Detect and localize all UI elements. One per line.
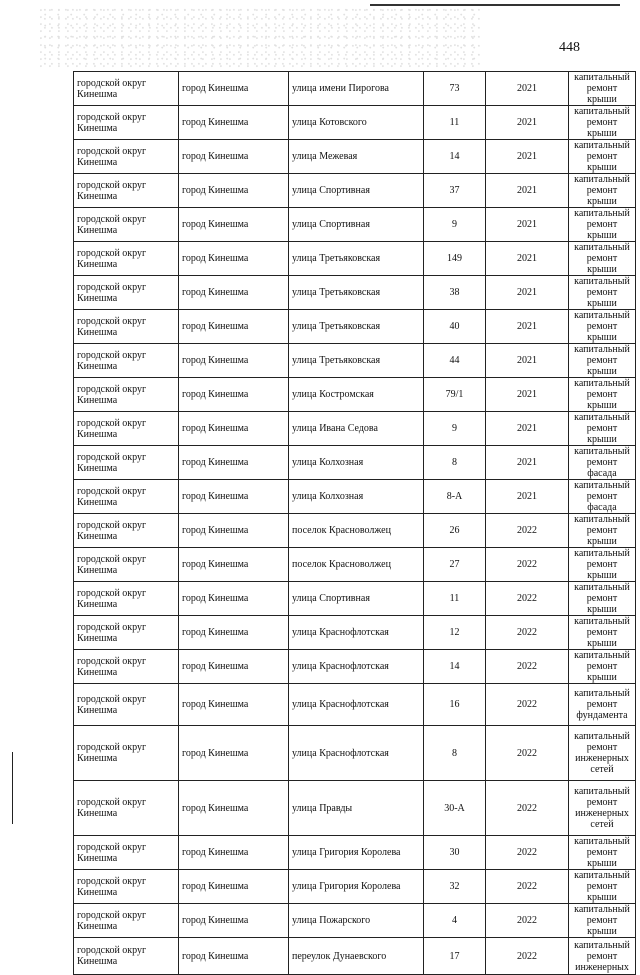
table-row — [74, 684, 636, 726]
margin-line — [12, 752, 13, 824]
table-row — [74, 140, 636, 174]
city-cell: город Кинешма — [179, 904, 289, 938]
district-cell: городской округ Кинешма — [74, 684, 179, 726]
work-type-cell: капитальный ремонт фасада — [569, 480, 636, 514]
street-cell: переулок Дунаевского — [289, 938, 424, 975]
work-type-cell: капитальный ремонт крыши — [569, 836, 636, 870]
house-number-cell: 14 — [424, 140, 486, 174]
page-number: 448 — [559, 40, 580, 55]
district-cell: городской округ Кинешма — [74, 726, 179, 781]
street-cell: улица Ивана Седова — [289, 412, 424, 446]
year-cell: 2022 — [486, 938, 569, 975]
table-row — [74, 650, 636, 684]
work-type-cell: капитальный ремонт инженерных — [569, 938, 636, 975]
table-row — [74, 106, 636, 140]
table-row — [74, 72, 636, 106]
table-row — [74, 616, 636, 650]
house-number-cell: 12 — [424, 616, 486, 650]
year-cell: 2022 — [486, 836, 569, 870]
house-number-cell: 149 — [424, 242, 486, 276]
street-cell: улица Третьяковская — [289, 276, 424, 310]
street-cell: улица Третьяковская — [289, 242, 424, 276]
street-cell: улица Спортивная — [289, 174, 424, 208]
work-type-cell: капитальный ремонт крыши — [569, 72, 636, 106]
year-cell: 2021 — [486, 72, 569, 106]
city-cell: город Кинешма — [179, 548, 289, 582]
street-cell: улица Третьяковская — [289, 310, 424, 344]
district-cell: городской округ Кинешма — [74, 938, 179, 975]
city-cell: город Кинешма — [179, 106, 289, 140]
city-cell: город Кинешма — [179, 480, 289, 514]
table-row — [74, 446, 636, 480]
work-type-cell: капитальный ремонт крыши — [569, 412, 636, 446]
house-number-cell: 27 — [424, 548, 486, 582]
street-cell: улица Краснофлотская — [289, 616, 424, 650]
table-body — [74, 72, 636, 975]
city-cell: город Кинешма — [179, 208, 289, 242]
work-type-cell: капитальный ремонт крыши — [569, 106, 636, 140]
district-cell: городской округ Кинешма — [74, 446, 179, 480]
table-row — [74, 310, 636, 344]
city-cell: город Кинешма — [179, 344, 289, 378]
year-cell: 2022 — [486, 514, 569, 548]
district-cell: городской округ Кинешма — [74, 870, 179, 904]
district-cell: городской округ Кинешма — [74, 242, 179, 276]
year-cell: 2021 — [486, 310, 569, 344]
house-number-cell: 26 — [424, 514, 486, 548]
house-number-cell: 8-А — [424, 480, 486, 514]
district-cell: городской округ Кинешма — [74, 208, 179, 242]
year-cell: 2021 — [486, 344, 569, 378]
district-cell: городской округ Кинешма — [74, 650, 179, 684]
city-cell: город Кинешма — [179, 378, 289, 412]
year-cell: 2022 — [486, 548, 569, 582]
house-number-cell: 30 — [424, 836, 486, 870]
year-cell: 2022 — [486, 616, 569, 650]
street-cell: улица имени Пирогова — [289, 72, 424, 106]
work-type-cell: капитальный ремонт крыши — [569, 548, 636, 582]
street-cell: улица Краснофлотская — [289, 684, 424, 726]
table-row — [74, 242, 636, 276]
year-cell: 2022 — [486, 582, 569, 616]
year-cell: 2022 — [486, 726, 569, 781]
city-cell: город Кинешма — [179, 870, 289, 904]
district-cell: городской округ Кинешма — [74, 140, 179, 174]
city-cell: город Кинешма — [179, 242, 289, 276]
house-number-cell: 4 — [424, 904, 486, 938]
work-type-cell: капитальный ремонт крыши — [569, 870, 636, 904]
year-cell: 2021 — [486, 412, 569, 446]
street-cell: поселок Красноволжец — [289, 514, 424, 548]
street-cell: улица Котовского — [289, 106, 424, 140]
house-number-cell: 37 — [424, 174, 486, 208]
table-row — [74, 174, 636, 208]
table-row — [74, 480, 636, 514]
work-type-cell: капитальный ремонт крыши — [569, 344, 636, 378]
table-row — [74, 836, 636, 870]
house-number-cell: 79/1 — [424, 378, 486, 412]
header-rule — [370, 4, 620, 6]
city-cell: город Кинешма — [179, 582, 289, 616]
house-number-cell: 8 — [424, 446, 486, 480]
district-cell: городской округ Кинешма — [74, 72, 179, 106]
work-type-cell: капитальный ремонт крыши — [569, 208, 636, 242]
table-row — [74, 276, 636, 310]
house-number-cell: 38 — [424, 276, 486, 310]
city-cell: город Кинешма — [179, 276, 289, 310]
work-type-cell: капитальный ремонт фасада — [569, 446, 636, 480]
street-cell: улица Третьяковская — [289, 344, 424, 378]
district-cell: городской округ Кинешма — [74, 106, 179, 140]
house-number-cell: 9 — [424, 412, 486, 446]
table-row — [74, 344, 636, 378]
work-type-cell: капитальный ремонт крыши — [569, 650, 636, 684]
city-cell: город Кинешма — [179, 174, 289, 208]
work-type-cell: капитальный ремонт крыши — [569, 582, 636, 616]
year-cell: 2021 — [486, 106, 569, 140]
district-cell: городской округ Кинешма — [74, 480, 179, 514]
house-number-cell: 8 — [424, 726, 486, 781]
city-cell: город Кинешма — [179, 446, 289, 480]
work-type-cell: капитальный ремонт инженерных сетей — [569, 781, 636, 836]
district-cell: городской округ Кинешма — [74, 276, 179, 310]
district-cell: городской округ Кинешма — [74, 412, 179, 446]
house-number-cell: 40 — [424, 310, 486, 344]
house-number-cell: 30-А — [424, 781, 486, 836]
year-cell: 2022 — [486, 781, 569, 836]
scan-noise — [40, 8, 480, 68]
year-cell: 2021 — [486, 378, 569, 412]
city-cell: город Кинешма — [179, 616, 289, 650]
district-cell: городской округ Кинешма — [74, 904, 179, 938]
city-cell: город Кинешма — [179, 72, 289, 106]
district-cell: городской округ Кинешма — [74, 310, 179, 344]
table-row — [74, 582, 636, 616]
year-cell: 2021 — [486, 276, 569, 310]
city-cell: город Кинешма — [179, 650, 289, 684]
table-row — [74, 904, 636, 938]
table-row — [74, 938, 636, 975]
work-type-cell: капитальный ремонт крыши — [569, 616, 636, 650]
city-cell: город Кинешма — [179, 781, 289, 836]
street-cell: улица Григория Королева — [289, 836, 424, 870]
district-cell: городской округ Кинешма — [74, 514, 179, 548]
city-cell: город Кинешма — [179, 836, 289, 870]
year-cell: 2021 — [486, 140, 569, 174]
year-cell: 2022 — [486, 870, 569, 904]
street-cell: улица Колхозная — [289, 480, 424, 514]
repair-schedule-table — [73, 71, 636, 975]
district-cell: городской округ Кинешма — [74, 548, 179, 582]
house-number-cell: 44 — [424, 344, 486, 378]
table-row — [74, 781, 636, 836]
district-cell: городской округ Кинешма — [74, 582, 179, 616]
house-number-cell: 9 — [424, 208, 486, 242]
table-row — [74, 514, 636, 548]
city-cell: город Кинешма — [179, 514, 289, 548]
work-type-cell: капитальный ремонт крыши — [569, 904, 636, 938]
house-number-cell: 73 — [424, 72, 486, 106]
work-type-cell: капитальный ремонт инженерных сетей — [569, 726, 636, 781]
work-type-cell: капитальный ремонт крыши — [569, 310, 636, 344]
district-cell: городской округ Кинешма — [74, 174, 179, 208]
district-cell: городской округ Кинешма — [74, 344, 179, 378]
table-row — [74, 870, 636, 904]
year-cell: 2022 — [486, 904, 569, 938]
work-type-cell: капитальный ремонт крыши — [569, 514, 636, 548]
city-cell: город Кинешма — [179, 310, 289, 344]
district-cell: городской округ Кинешма — [74, 616, 179, 650]
street-cell: улица Краснофлотская — [289, 726, 424, 781]
street-cell: улица Спортивная — [289, 582, 424, 616]
street-cell: улица Спортивная — [289, 208, 424, 242]
district-cell: городской округ Кинешма — [74, 378, 179, 412]
work-type-cell: капитальный ремонт крыши — [569, 140, 636, 174]
year-cell: 2021 — [486, 446, 569, 480]
city-cell: город Кинешма — [179, 684, 289, 726]
year-cell: 2022 — [486, 684, 569, 726]
work-type-cell: капитальный ремонт фундамента — [569, 684, 636, 726]
street-cell: улица Григория Королева — [289, 870, 424, 904]
year-cell: 2021 — [486, 480, 569, 514]
year-cell: 2021 — [486, 208, 569, 242]
city-cell: город Кинешма — [179, 412, 289, 446]
city-cell: город Кинешма — [179, 938, 289, 975]
table-row — [74, 208, 636, 242]
city-cell: город Кинешма — [179, 140, 289, 174]
table-row — [74, 726, 636, 781]
table-row — [74, 548, 636, 582]
table-row — [74, 378, 636, 412]
work-type-cell: капитальный ремонт крыши — [569, 378, 636, 412]
table-row — [74, 412, 636, 446]
house-number-cell: 11 — [424, 582, 486, 616]
street-cell: улица Костромская — [289, 378, 424, 412]
street-cell: улица Колхозная — [289, 446, 424, 480]
year-cell: 2021 — [486, 242, 569, 276]
year-cell: 2022 — [486, 650, 569, 684]
house-number-cell: 11 — [424, 106, 486, 140]
city-cell: город Кинешма — [179, 726, 289, 781]
district-cell: городской округ Кинешма — [74, 836, 179, 870]
house-number-cell: 14 — [424, 650, 486, 684]
street-cell: улица Правды — [289, 781, 424, 836]
work-type-cell: капитальный ремонт крыши — [569, 242, 636, 276]
street-cell: улица Пожарского — [289, 904, 424, 938]
work-type-cell: капитальный ремонт крыши — [569, 174, 636, 208]
district-cell: городской округ Кинешма — [74, 781, 179, 836]
street-cell: улица Межевая — [289, 140, 424, 174]
street-cell: улица Краснофлотская — [289, 650, 424, 684]
house-number-cell: 16 — [424, 684, 486, 726]
work-type-cell: капитальный ремонт крыши — [569, 276, 636, 310]
house-number-cell: 32 — [424, 870, 486, 904]
street-cell: поселок Красноволжец — [289, 548, 424, 582]
year-cell: 2021 — [486, 174, 569, 208]
house-number-cell: 17 — [424, 938, 486, 975]
